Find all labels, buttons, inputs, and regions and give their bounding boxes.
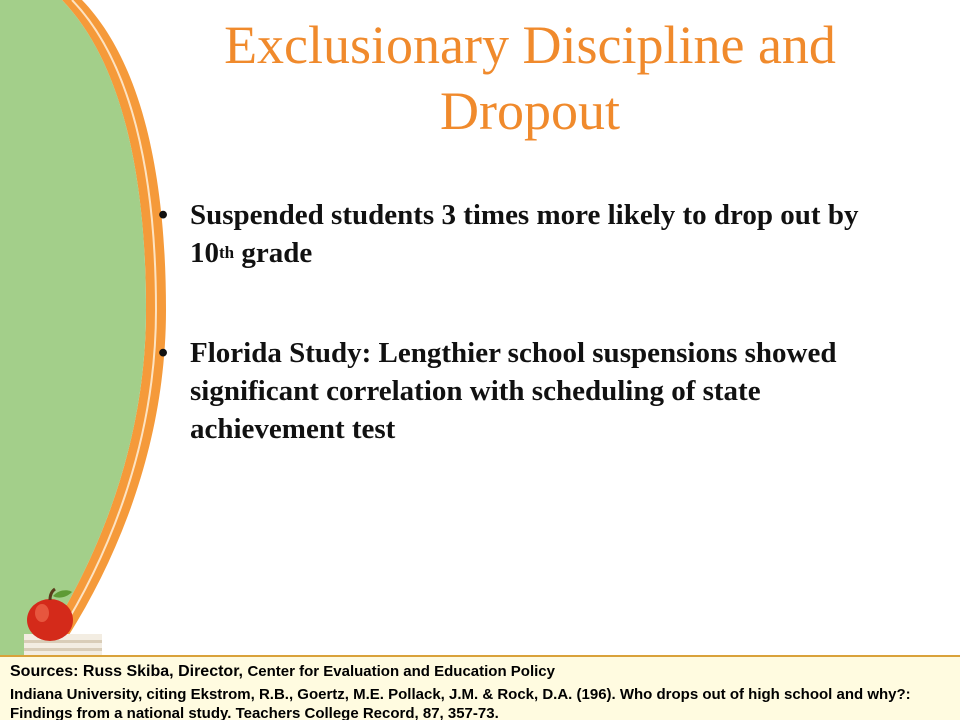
bullet-dot: • <box>158 337 169 369</box>
bullet-text: Florida Study: Lengthier school suspensions showed significant correlation with scheduling of state achievement test <box>190 337 837 445</box>
bullet-text-end: grade <box>234 237 313 269</box>
bullet-dot: • <box>158 199 169 231</box>
bullet-item-suspended <box>158 196 888 272</box>
sources-organization: Center for Evaluation and Education Policy <box>247 663 555 680</box>
bullet-superscript: th <box>219 243 235 262</box>
bullet-text: Suspended students 3 times more likely to drop out by 10 <box>190 199 859 269</box>
bullet-item-florida-study <box>158 334 888 448</box>
bullet-list <box>158 196 888 448</box>
sources-box <box>0 655 960 720</box>
slide-title: Exclusionary Discipline and Dropout <box>224 15 836 141</box>
sources-line-1 <box>10 661 952 683</box>
sources-lead: Sources: Russ Skiba, Director, <box>10 663 243 680</box>
sources-citation: Indiana University, citing Ekstrom, R.B., Goertz, M.E. Pollack, J.M. & Rock, D.A. (196). Who drops out of high school and why?: Findings from a national study. Teachers College Record, 87, 357-73. <box>10 686 911 720</box>
